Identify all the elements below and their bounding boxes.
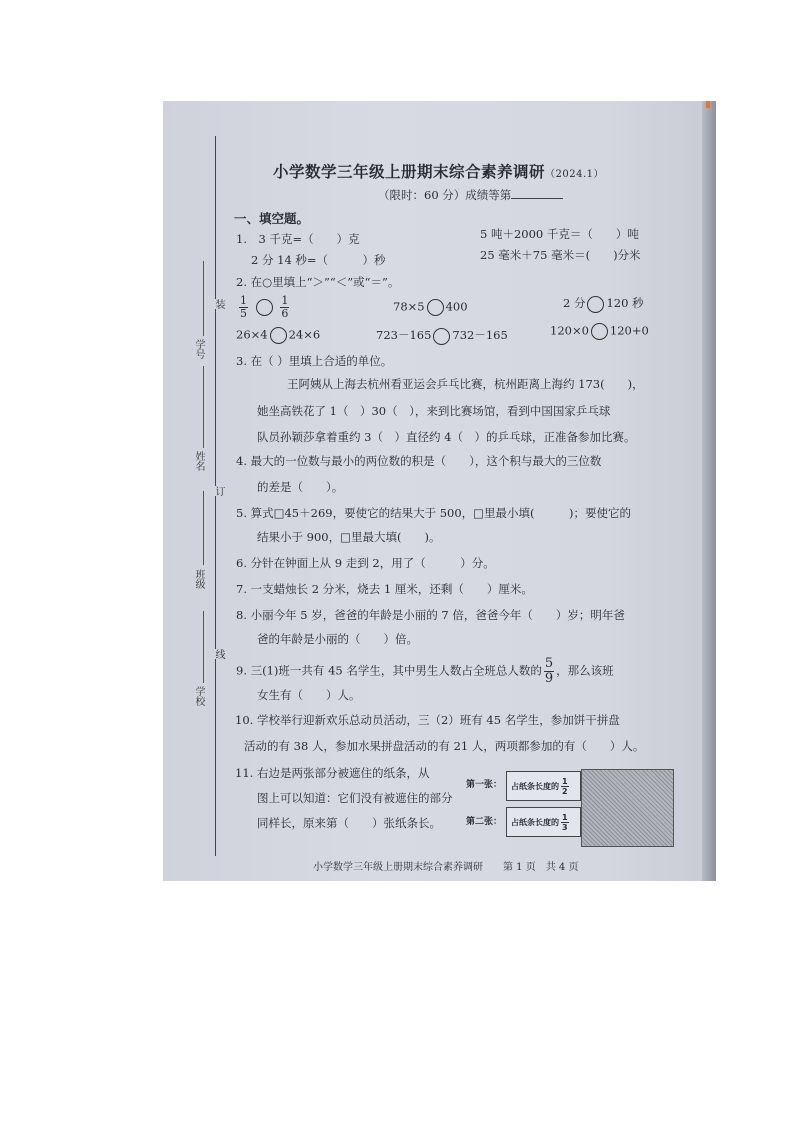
q2-row2-a: 26×4 24×6 <box>236 327 320 344</box>
school-blank[interactable] <box>203 611 204 683</box>
exam-photo <box>163 101 716 881</box>
grade-blank[interactable] <box>511 188 563 199</box>
page-edge-shadow <box>702 101 716 881</box>
fraction: $\frac{1}{5}$ <box>240 294 247 320</box>
exam-title: 小学数学三年级上册期末综合素养调研（2024.1） <box>273 162 605 181</box>
student-no-blank[interactable] <box>203 261 204 336</box>
strip1-label: 第一张： <box>466 780 503 790</box>
q5-line1: 5. 算式□45＋269，要使它的结果大于 500，□里最小填( )；要使它的 <box>236 506 632 520</box>
name-label: 姓名 <box>193 451 204 471</box>
compare-circle[interactable] <box>256 299 273 316</box>
compare-circle[interactable] <box>587 296 604 313</box>
hidden-area-cover <box>581 769 674 847</box>
binding-ding: 订 <box>213 486 224 496</box>
q1-d: 25 毫米＋75 毫米＝( )分米 <box>480 248 641 262</box>
q3-line1: 王阿姨从上海去杭州看亚运会乒乓比赛，杭州距离上海约 173( )， <box>287 377 644 391</box>
q9-line2: 女生有（ ）人。 <box>257 688 361 702</box>
q2-row1-a <box>237 295 291 320</box>
paper-strip-1: 占纸条长度的 $\frac{1}{2}$ <box>506 771 581 801</box>
q4-line2: 的差是（ ）。 <box>257 480 344 494</box>
q6: 6. 分针在钟面上从 9 走到 2，用了（ ）分。 <box>236 556 495 570</box>
compare-circle[interactable] <box>591 323 608 340</box>
compare-circle[interactable] <box>270 327 287 344</box>
school-label: 学校 <box>193 686 204 706</box>
q8-line2: 爸的年龄是小丽的（ ）倍。 <box>257 632 418 646</box>
q4-line1: 4. 最大的一位数与最小的两位数的积是（ ），这个积与最大的三位数 <box>236 454 602 468</box>
binding-zhuang: 装 <box>213 299 224 309</box>
time-limit: （限时：60 分）成绩等第 <box>378 187 563 203</box>
q2-row2-c: 120×0 120+0 <box>550 323 649 340</box>
page-footer: 小学数学三年级上册期末综合素养调研 第 1 页 共 4 页 <box>313 862 579 873</box>
q7: 7. 一支蜡烛长 2 分米，烧去 1 厘米，还剩（ ）厘米。 <box>236 582 533 596</box>
section-title: 一、填空题。 <box>234 211 310 226</box>
fraction: $\frac{5}{9}$ <box>544 656 554 686</box>
q11-line1: 11. 右边是两张部分被遮住的纸条，从 <box>235 766 430 780</box>
q2-row2-b: 723－165 732－165 <box>376 327 508 345</box>
q11-line2: 图上可以知道：它们没有被遮住的部分 <box>257 791 453 805</box>
compare-circle[interactable] <box>433 328 450 345</box>
q5-line2: 结果小于 900，□里最大填( )。 <box>257 530 441 544</box>
orange-mark <box>706 101 710 108</box>
q2-text: 2. 在○里填上“＞”“＜”或“＝”。 <box>236 275 400 289</box>
q1-b: 5 吨＋2000 千克＝（ ）吨 <box>480 227 639 241</box>
class-label: 班级 <box>193 569 204 589</box>
paper-strip-2: 占纸条长度的 $\frac{1}{3}$ <box>506 807 581 837</box>
q11-line3: 同样长，原来第（ ）张纸条长。 <box>257 816 441 830</box>
fraction: $\frac{1}{6}$ <box>281 294 289 320</box>
q10-line1: 10. 学校举行迎新欢乐总动员活动，三（2）班有 45 名学生，参加饼干拼盘 <box>235 713 620 727</box>
q3-line2: 她坐高铁花了 1（ ）30（ ），来到比赛场馆，看到中国国家乒乓球 <box>257 404 611 418</box>
q8-line1: 8. 小丽今年 5 岁，爸爸的年龄是小丽的 7 倍，爸爸今年（ ）岁；明年爸 <box>236 608 625 622</box>
student-no-label: 学号 <box>193 339 204 359</box>
q1-c: 2 分 14 秒=（ ）秒 <box>251 253 386 267</box>
exam-year: （2024.1） <box>545 169 605 180</box>
name-blank[interactable] <box>203 366 204 448</box>
strip2-label: 第二张： <box>466 817 503 827</box>
q2-row1-b: 78×5 400 <box>393 299 468 316</box>
fraction: $\frac{1}{3}$ <box>562 812 568 832</box>
class-blank[interactable] <box>203 491 204 565</box>
binding-line <box>215 136 216 856</box>
q3-text: 3. 在（ ）里填上合适的单位。 <box>236 354 393 368</box>
q9-line1: 9. 三(1)班一共有 45 名学生，其中男生人数占全班总人数的 $\frac{5}{9}$ ，那么该班 <box>236 656 614 686</box>
fraction: $\frac{1}{2}$ <box>562 776 568 796</box>
page-number: 第 1 页 共 4 页 <box>503 862 579 873</box>
q1-a: 1. 3 千克=（ ）克 <box>236 232 360 246</box>
q10-line2: 活动的有 38 人，参加水果拼盘活动的有 21 人，两项都参加的有（ ）人。 <box>244 739 645 753</box>
q3-line3: 队员孙颖莎拿着重约 3（ ）直径约 4（ ）的乒乓球，正准备参加比赛。 <box>257 430 636 444</box>
compare-circle[interactable] <box>427 299 444 316</box>
q2-row1-c: 2 分 120 秒 <box>563 295 644 313</box>
binding-xian: 线 <box>213 649 224 659</box>
